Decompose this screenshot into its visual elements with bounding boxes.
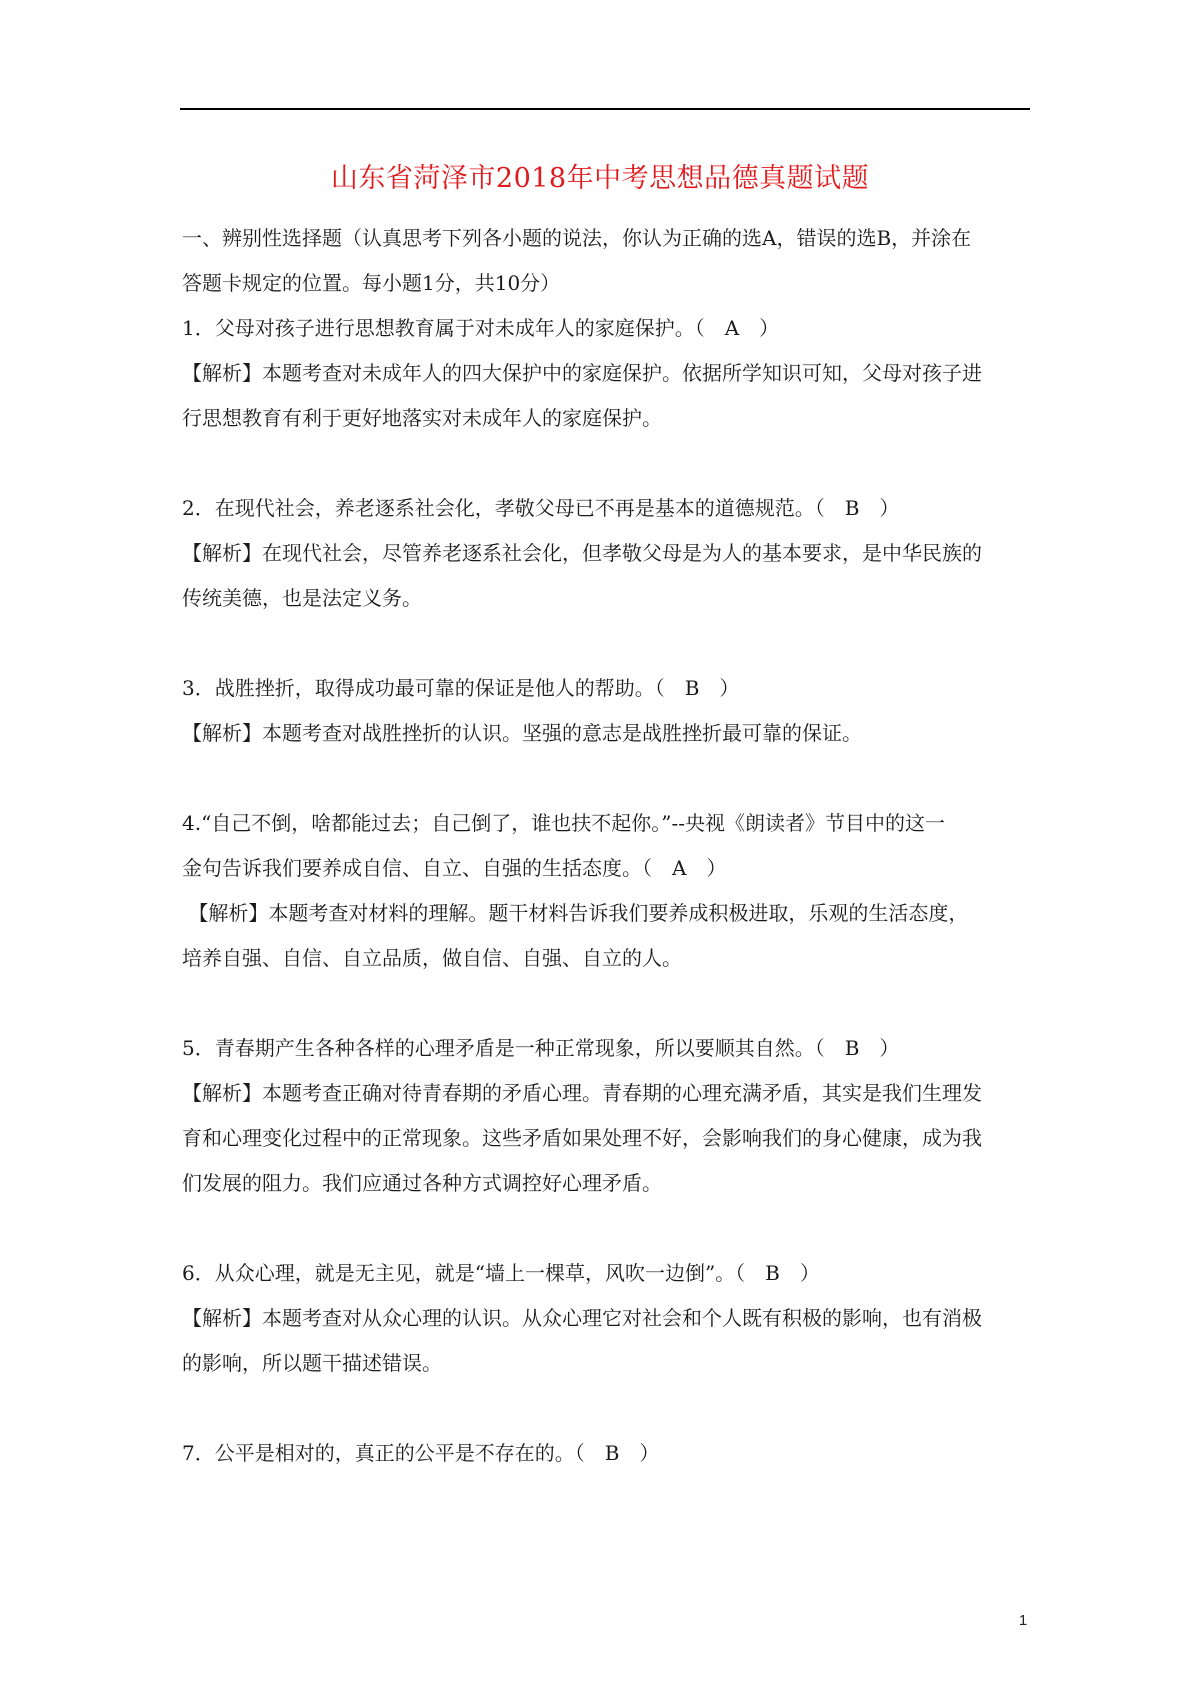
question-block xyxy=(182,1431,1030,1476)
question-block xyxy=(182,1251,1030,1386)
question-block xyxy=(182,801,1030,981)
question-text: 1．父母对孩子进行思想教育属于对未成年人的家庭保护。（ A ） xyxy=(182,316,780,340)
analysis-text: 【解析】本题考查对未成年人的四大保护中的家庭保护。依据所学知识可知，父母对孩子进 xyxy=(182,361,982,385)
page-number: 1 xyxy=(1018,1612,1028,1629)
question-block xyxy=(182,306,1030,441)
section-heading-cont: 答题卡规定的位置。每小题1分，共10分） xyxy=(182,271,561,295)
question-text: 6．从众心理，就是无主见，就是“墙上一棵草，风吹一边倒”。（ B ） xyxy=(182,1261,820,1285)
question-text: 5．青春期产生各种各样的心理矛盾是一种正常现象，所以要顺其自然。（ B ） xyxy=(182,1036,900,1060)
question-list xyxy=(182,306,1030,1476)
question-text: 3．战胜挫折，取得成功最可靠的保证是他人的帮助。（ B ） xyxy=(182,676,740,700)
analysis-text: 培养自强、自信、自立品质，做自信、自强、自立的人。 xyxy=(182,946,682,970)
question-text: 7．公平是相对的，真正的公平是不存在的。（ B ） xyxy=(182,1441,660,1465)
analysis-text: 【解析】本题考查对材料的理解。题干材料告诉我们要养成积极进取，乐观的生活态度， xyxy=(182,901,969,925)
header-rule xyxy=(180,108,1030,110)
question-text: 2．在现代社会，养老逐系社会化，孝敬父母已不再是基本的道德规范。（ B ） xyxy=(182,496,900,520)
analysis-text: 传统美德，也是法定义务。 xyxy=(182,586,422,610)
analysis-text: 行思想教育有利于更好地落实对未成年人的家庭保护。 xyxy=(182,406,662,430)
analysis-text: 【解析】本题考查正确对待青春期的矛盾心理。青春期的心理充满矛盾，其实是我们生理发 xyxy=(182,1081,982,1105)
question-text: 金句告诉我们要养成自信、自立、自强的生括态度。（ A ） xyxy=(182,856,727,880)
analysis-text: 【解析】本题考查对战胜挫折的认识。坚强的意志是战胜挫折最可靠的保证。 xyxy=(182,721,862,745)
analysis-text: 【解析】本题考查对从众心理的认识。从众心理它对社会和个人既有积极的影响，也有消极 xyxy=(182,1306,982,1330)
analysis-text: 【解析】在现代社会，尽管养老逐系社会化，但孝敬父母是为人的基本要求，是中华民族的 xyxy=(182,541,982,565)
analysis-text: 的影响，所以题干描述错误。 xyxy=(182,1351,442,1375)
question-text: 4.“自己不倒，啥都能过去；自己倒了，谁也扶不起你。”--央视《朗读者》节目中的这一 xyxy=(182,811,946,835)
question-block xyxy=(182,486,1030,621)
analysis-text: 们发展的阻力。我们应通过各种方式调控好心理矛盾。 xyxy=(182,1171,662,1195)
section-heading: 一、辨别性选择题（认真思考下列各小题的说法，你认为正确的选A，错误的选B，并涂在 xyxy=(182,226,972,250)
document-body xyxy=(182,216,1030,1476)
analysis-text: 育和心理变化过程中的正常现象。这些矛盾如果处理不好，会影响我们的身心健康，成为我 xyxy=(182,1126,982,1150)
document-title: 山东省菏泽市2018年中考思想品德真题试题 xyxy=(330,163,870,194)
question-block xyxy=(182,1026,1030,1206)
question-block xyxy=(182,666,1030,756)
